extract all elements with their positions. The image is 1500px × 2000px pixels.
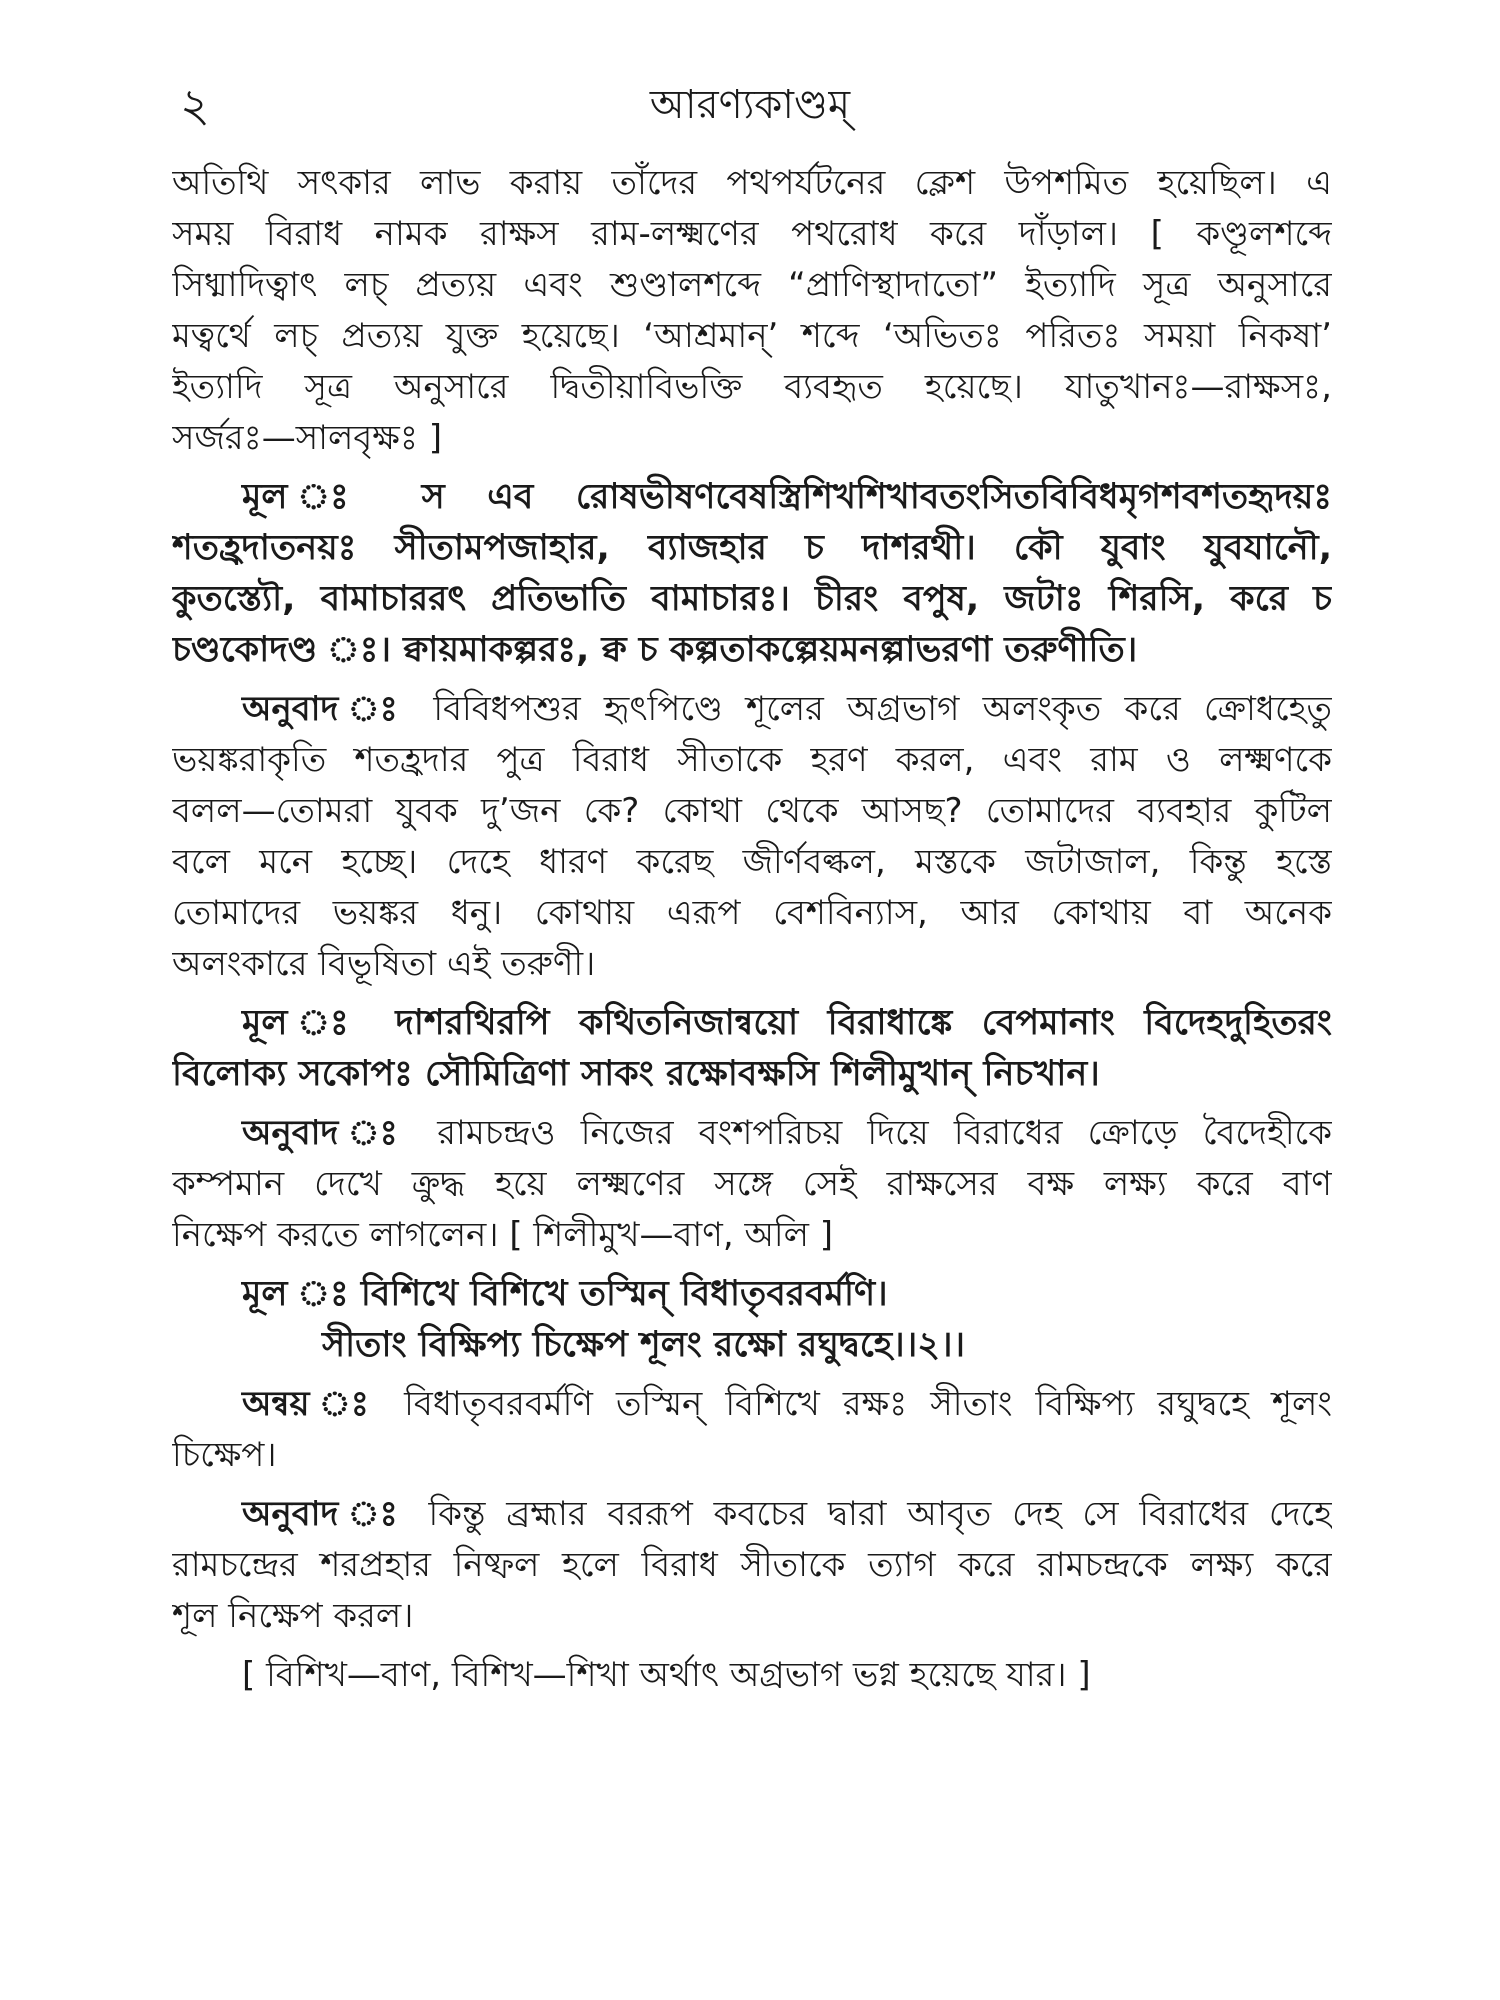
- page-body: [172, 158, 1332, 1701]
- running-title: আরণ্যকাণ্ডম্: [649, 82, 851, 128]
- mool-label: মূল ঃ: [242, 1003, 366, 1043]
- text-line: নিক্ষেপ করতে লাগলেন। [ শিলীমুখ—বাণ, অলি ]: [172, 1215, 834, 1255]
- text-line: অলংকারে বিভূষিতা এই তরুণী।: [172, 944, 596, 984]
- verse-line: [172, 1269, 1332, 1320]
- text-line: কম্পমান দেখে ক্রুদ্ধ হয়ে লক্ষ্মণের সঙ্গে সেই রাক্ষসের বক্ষ লক্ষ্য করে বাণ: [172, 1164, 1332, 1204]
- verse-line: সীতাং বিক্ষিপ্য চিক্ষেপ শূলং রক্ষো রঘুদ্বহে।।২।।: [322, 1325, 965, 1365]
- anubad-label: অনুবাদ ঃ: [242, 1494, 408, 1534]
- mool-line: চণ্ডকোদণ্ড ঃ। ক্বায়মাকল্পরঃ, ক্ব চ কল্পতাকল্পেয়মনল্পাভরণা তরুণীতি।: [172, 630, 1138, 670]
- text-line: ইত্যাদি সূত্র অনুসারে দ্বিতীয়াবিভক্তি ব্যবহৃত হয়েছে। যাতুখানঃ—রাক্ষসঃ,: [172, 367, 1332, 407]
- text-line: বলল—তোমরা যুবক দু’জন কে? কোথা থেকে আসছ? তোমাদের ব্যবহার কুটিল: [172, 791, 1332, 831]
- page-header: [0, 70, 1500, 140]
- anubad-text: রামচন্দ্রও নিজের বংশপরিচয় দিয়ে বিরাধের ক্রোড়ে বৈদেহীকে: [437, 1113, 1332, 1153]
- anubad-line: [172, 1108, 1332, 1159]
- mool-text: দাশরথিরপি কথিতনিজান্বয়ো বিরাধাঙ্কে বেপমানাং বিদেহদুহিতরং: [395, 1003, 1332, 1043]
- text-line: শূল নিক্ষেপ করল।: [172, 1596, 414, 1636]
- mool-line: [172, 472, 1332, 523]
- text-line: সর্জরঃ—সালবৃক্ষঃ ]: [172, 418, 443, 458]
- mool-label: মূল ঃ: [242, 1274, 349, 1314]
- mool-line: কুতস্ত্যৌ, বামাচাররৎ প্রতিভাতি বামাচারঃ। চীরং বপুষ, জটাঃ শিরসি, করে চ: [172, 579, 1332, 619]
- anvaya-line: [172, 1379, 1332, 1430]
- text-line: তোমাদের ভয়ঙ্কর ধনু। কোথায় এরূপ বেশবিন্যাস, আর কোথায় বা অনেক: [172, 893, 1332, 933]
- anvaya-label: অন্বয় ঃ: [242, 1384, 382, 1424]
- footnote-line: [ বিশিখ—বাণ, বিশিখ—শিখা অর্থাৎ অগ্রভাগ ভগ্ন হয়েছে যার। ]: [242, 1655, 1091, 1695]
- anubad-text: বিবিধপশুর হৃৎপিণ্ডে শূলের অগ্রভাগ অলংকৃত করে ক্রোধহেতু: [433, 689, 1332, 729]
- text-line: ভয়ঙ্করাকৃতি শতহ্রদার পুত্র বিরাধ সীতাকে হরণ করল, এবং রাম ও লক্ষ্মণকে: [172, 740, 1332, 780]
- text-line: বলে মনে হচ্ছে। দেহে ধারণ করেছ জীর্ণবল্কল, মস্তকে জটাজাল, কিন্তু হস্তে: [172, 842, 1332, 882]
- text-line: রামচন্দ্রের শরপ্রহার নিষ্ফল হলে বিরাধ সীতাকে ত্যাগ করে রামচন্দ্রকে লক্ষ্য করে: [172, 1545, 1332, 1585]
- anvaya-text: বিধাতৃবরবর্মণি তস্মিন্ বিশিখে রক্ষঃ সীতাং বিক্ষিপ্য রঘুদ্বহে শূলং: [404, 1384, 1332, 1424]
- text-line: সিধ্মাদিত্বাৎ লচ্ প্রত্যয় এবং শুণ্ডালশব্দে “প্রাণিস্থাদাতো” ইত্যাদি সূত্র অনুসারে: [172, 265, 1332, 305]
- mool-text: স এব রোষভীষণবেষস্ত্রিশিখশিখাবতংসিতবিবিধমৃগশবশতহৃদয়ঃ: [421, 477, 1332, 517]
- mool-label: মূল ঃ: [242, 477, 380, 517]
- anubad-label: অনুবাদ ঃ: [242, 689, 411, 729]
- text-line: সময় বিরাধ নামক রাক্ষস রাম-লক্ষ্মণের পথরোধ করে দাঁড়াল। [ কণ্ডূলশব্দে: [172, 214, 1332, 254]
- anubad-label: অনুবাদ ঃ: [242, 1113, 413, 1153]
- anubad-text: কিন্তু ব্রহ্মার বররূপ কবচের দ্বারা আবৃত দেহ সে বিরাধের দেহে: [428, 1494, 1332, 1534]
- mool-line: বিলোক্য সকোপঃ সৌমিত্রিণা সাকং রক্ষোবক্ষসি শিলীমুখান্ নিচখান।: [172, 1054, 1100, 1094]
- mool-line: [172, 998, 1332, 1049]
- verse-text: বিশিখে বিশিখে তস্মিন্ বিধাতৃবরবর্মণি।: [360, 1274, 888, 1314]
- text-line: অতিথি সৎকার লাভ করায় তাঁদের পথপর্যটনের ক্লেশ উপশমিত হয়েছিল। এ: [172, 163, 1332, 203]
- text-line: মত্বর্থে লচ্ প্রত্যয় যুক্ত হয়েছে। ‘আশ্রমান্’ শব্দে ‘অভিতঃ পরিতঃ সময়া নিকষা’: [172, 316, 1332, 356]
- anubad-line: [172, 684, 1332, 735]
- mool-line: শতহ্রদাতনয়ঃ সীতামপজাহার, ব্যাজহার চ দাশরথী। কৌ যুবাং যুবযানৌ,: [172, 528, 1332, 568]
- anubad-line: [172, 1489, 1332, 1540]
- page-number: ২: [180, 78, 210, 132]
- text-line: চিক্ষেপ।: [172, 1435, 277, 1475]
